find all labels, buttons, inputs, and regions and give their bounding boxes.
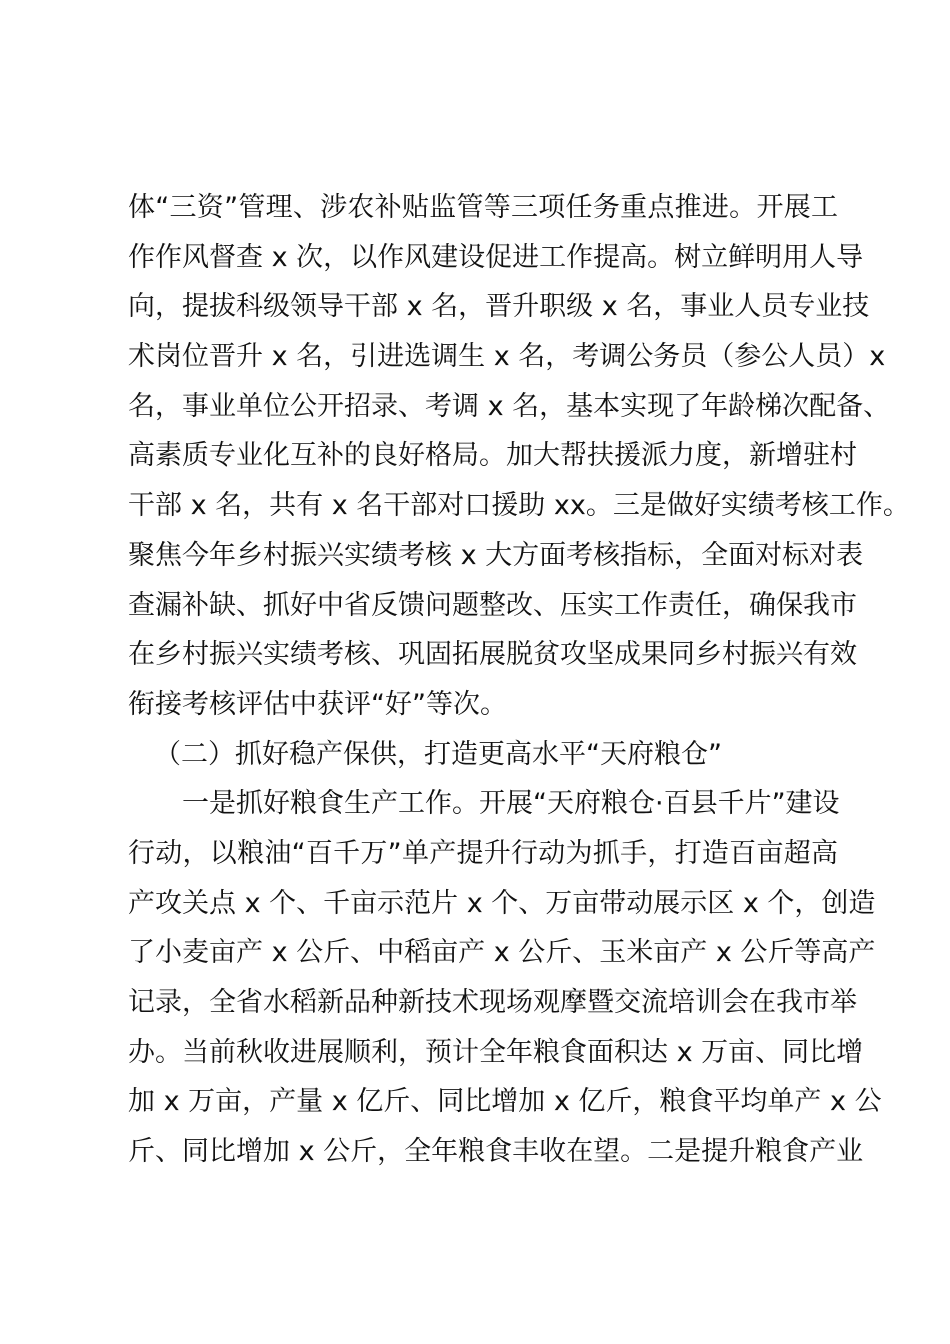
text-line: 术岗位晋升 x 名，引进选调生 x 名，考调公务员（参公人员）x [128,341,886,373]
text-line: 加 x 万亩，产量 x 亿斤、同比增加 x 亿斤，粮食平均单产 x 公 [128,1086,882,1118]
text-line: 干部 x 名，共有 x 名干部对口援助 xx。三是做好实绩考核工作。 [128,490,910,522]
section-heading: （二）抓好稳产保供，打造更高水平“天府粮仓” [154,738,722,770]
body-text [128,183,910,1177]
text-line: 产攻关点 x 个、千亩示范片 x 个、万亩带动展示区 x 个，创造 [128,887,876,919]
text-line: 查漏补缺、抓好中省反馈问题整改、压实工作责任，确保我市 [128,589,857,621]
text-line: 作作风督查 x 次，以作风建设促进工作提高。树立鲜明用人导 [128,241,864,273]
text-line: 体“三资”管理、涉农补贴监管等三项任务重点推进。开展工 [128,192,838,223]
text-line: 高素质专业化互补的良好格局。加大帮扶援派力度，新增驻村 [128,440,857,472]
paragraph-end-line: 衔接考核评估中获评“好”等次。 [128,688,507,720]
text-line: 了小麦亩产 x 公斤、中稻亩产 x 公斤、玉米亩产 x 公斤等高产 [128,937,876,969]
text-line: 斤、同比增加 x 公斤，全年粮食丰收在望。二是提升粮食产业 [128,1136,864,1168]
paragraph-first-line: 一是抓好粮食生产工作。开展“天府粮仓·百县千片”建设 [182,788,840,820]
text-line: 办。当前秋收进展顺利，预计全年粮食面积达 x 万亩、同比增 [128,1036,864,1068]
text-line: 向，提拔科级领导干部 x 名，晋升职级 x 名，事业人员专业技 [128,291,870,323]
text-line: 名，事业单位公开招录、考调 x 名，基本实现了年龄梯次配备、 [128,390,891,422]
text-line: 聚焦今年乡村振兴实绩考核 x 大方面考核指标，全面对标对表 [128,539,864,571]
text-line: 行动，以粮油“百千万”单产提升行动为抓手，打造百亩超高 [128,837,838,869]
text-line: 在乡村振兴实绩考核、巩固拓展脱贫攻坚成果同乡村振兴有效 [128,639,857,671]
text-line: 记录，全省水稻新品种新技术现场观摩暨交流培训会在我市举 [128,987,857,1018]
